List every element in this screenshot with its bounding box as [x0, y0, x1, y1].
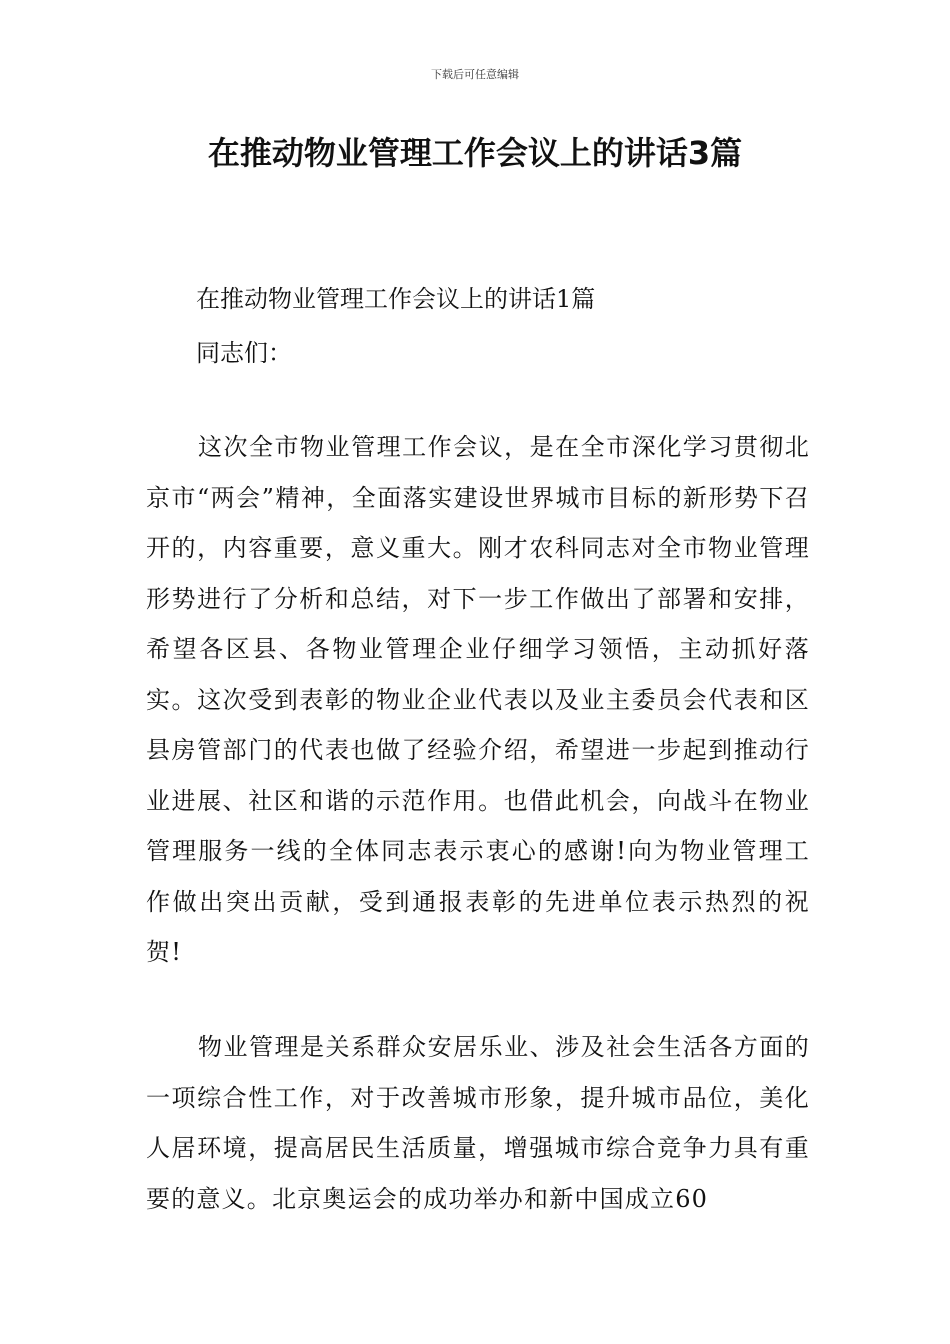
body-paragraph-2: 物业管理是关系群众安居乐业、涉及社会生活各方面的一项综合性工作，对于改善城市形象，提升城市品位，美化人居环境，提高居民生活质量，增强城市综合竞争力具有重要的意义。北京奥运会的成功举办和新中国成立60 — [146, 1033, 810, 1213]
body-paragraph-1: 这次全市物业管理工作会议，是在全市深化学习贯彻北京市“两会”精神，全面落实建设世界城市目标的新形势下召开的，内容重要，意义重大。刚才农科同志对全市物业管理形势进行了分析和总结，对下一步工作做出了部署和安排，希望各区县、各物业管理企业仔细学习领悟，主动抓好落实。这次受到表彰的物业企业代表以及业主委员会代表和区县房管部门的代表也做了经验介绍，希望进一步起到推动行业进展、社区和谐的示范作用。也借此机会，向战斗在物业管理服务一线的全体同志表示衷心的感谢!向为物业管理工作做出突出贡献，受到通报表彰的先进单位表示热烈的祝贺! — [146, 433, 810, 966]
speech-subheading: 在推动物业管理工作会议上的讲话1篇 — [196, 285, 596, 313]
header-note: 下载后可任意编辑 — [431, 68, 519, 81]
document-title: 在推动物业管理工作会议上的讲话3篇 — [207, 134, 743, 172]
salutation: 同志们： — [196, 339, 292, 367]
